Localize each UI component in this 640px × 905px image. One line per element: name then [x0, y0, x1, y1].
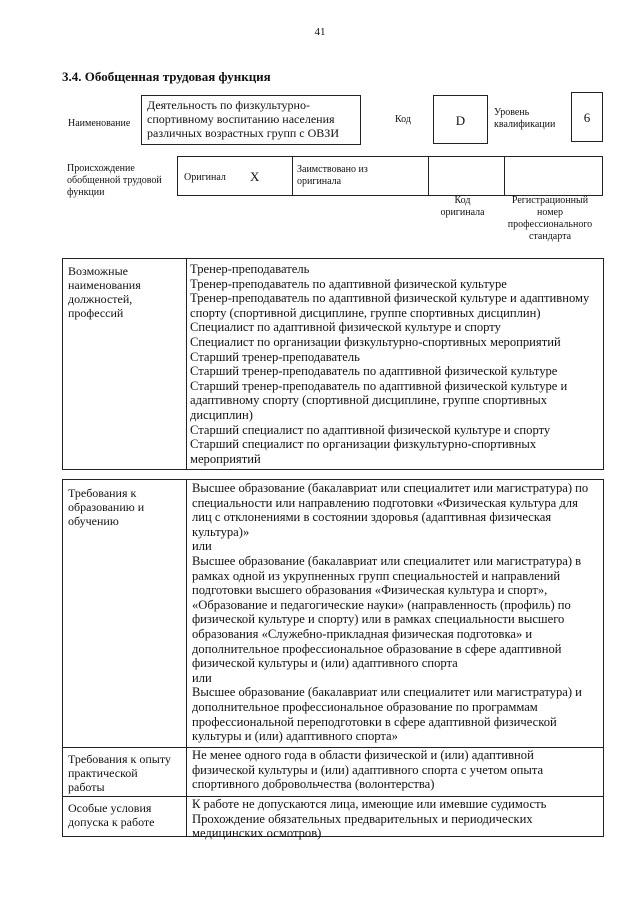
text-line: рамках одной из укрупненных групп специальностей и направлений	[192, 568, 561, 583]
origin-label-line: Происхождение	[67, 163, 135, 174]
text-line: Старший тренер-преподаватель	[190, 349, 360, 364]
education-label	[68, 486, 144, 528]
education-list	[192, 481, 602, 744]
text-line: или	[192, 539, 212, 554]
text-line: Старший тренер-преподаватель по адаптивной физической культуре и	[190, 378, 568, 393]
text-line: Не менее одного года в области физической и (или) адаптивной	[192, 748, 534, 762]
code-origin-line: оригинала	[440, 207, 485, 218]
text-line: Старший специалист по адаптивной физической культуре и спорту	[190, 422, 551, 437]
experience-label-line: Требования к опыту	[68, 752, 171, 766]
positions-label	[68, 264, 141, 320]
text-line: дополнительное профессиональное образование в сфере адаптивной	[192, 641, 562, 656]
text-line: Высшее образование (бакалавриат или специалитет или магистратура) и	[192, 685, 582, 700]
level-value: 6	[571, 92, 603, 142]
experience-label-line: работы	[68, 780, 105, 794]
name-value-line: Деятельность по физкультурно-	[147, 98, 310, 112]
positions-list	[190, 262, 600, 466]
original-mark: X	[250, 169, 260, 184]
reg-number-line: стандарта	[528, 231, 572, 242]
education-label-line: образованию и	[68, 500, 145, 514]
borrowed-label-line: оригинала	[297, 176, 342, 187]
origin-label-line: обобщенной трудовой	[67, 175, 162, 186]
text-line: или	[192, 670, 212, 685]
text-line: образования «Служебно-прикладная физическая подготовка» и	[192, 626, 533, 641]
conditions-label-line: Особые условия	[68, 801, 152, 815]
text-line: К работе не допускаются лица, имеющие или имевшие судимость	[192, 797, 547, 811]
text-line: подготовки высшего образования «Физическая культура и спорт»,	[192, 583, 548, 598]
education-label-line: обучению	[68, 514, 119, 528]
original-label: Оригинал	[184, 172, 226, 183]
name-value-line: спортивному воспитанию населения	[147, 112, 335, 126]
origin-table	[177, 156, 603, 196]
text-line: спортивного добровольчества (волонтерства)	[192, 777, 435, 792]
text-line: профессиональной переподготовки в сфере адаптивной физической	[192, 714, 557, 729]
text-line: культуры и (или) адаптивного спорта»	[192, 729, 398, 744]
origin-label-line: функции	[67, 187, 105, 198]
text-line: Старший специалист по организации физкультурно-спортивных	[190, 437, 537, 452]
conditions-list	[192, 797, 602, 841]
text-line: Высшее образование (бакалавриат или специалитет или магистратура) по	[192, 481, 589, 495]
conditions-label-line: допуска к работе	[68, 815, 155, 829]
code-value: D	[433, 95, 488, 144]
text-line: медицинских осмотров)	[192, 826, 322, 841]
positions-label-line: наименования	[68, 278, 141, 292]
name-value-box	[141, 95, 361, 145]
positions-label-line: Возможные	[68, 264, 128, 278]
text-line: культура)»	[192, 524, 250, 539]
borrowed-label	[297, 164, 368, 188]
positions-label-line: профессий	[68, 306, 124, 320]
level-label-line: квалификации	[494, 119, 556, 130]
reg-number-line: профессионального	[507, 219, 593, 230]
text-line: физической культуры и (или) адаптивного спорта	[192, 656, 458, 671]
experience-list	[192, 748, 602, 792]
section-title: 3.4. Обобщенная трудовая функция	[62, 69, 271, 84]
text-line: Специалист по организации физкультурно-спортивных мероприятий	[190, 334, 561, 349]
text-line: Высшее образование (бакалавриат или специалитет или магистратура) в	[192, 553, 582, 568]
code-origin-line: Код	[454, 195, 471, 206]
level-label	[494, 107, 555, 131]
text-line: дисциплин)	[190, 407, 253, 422]
positions-label-line: должностей,	[68, 292, 133, 306]
text-line: дополнительное профессиональное образование по программам	[192, 699, 538, 714]
level-label-line: Уровень	[494, 107, 530, 118]
borrowed-label-line: Заимствовано из	[297, 164, 368, 175]
text-line: Прохождение обязательных предварительных и периодических	[192, 811, 533, 826]
text-line: Тренер-преподаватель по адаптивной физической культуре и адаптивному	[190, 291, 590, 306]
page-number: 41	[314, 26, 326, 38]
reg-number-line: Регистрационный	[511, 195, 589, 206]
text-line: Специалист по адаптивной физической культуре и спорту	[190, 320, 501, 335]
text-line: лиц с отклонениями в состоянии здоровья (адаптивная физическая	[192, 510, 552, 525]
origin-label	[67, 163, 162, 199]
text-line: адаптивному спорту (спортивной дисциплине, группе спортивных	[190, 393, 548, 408]
reg-number-label	[500, 195, 600, 243]
education-label-line: Требования к	[68, 486, 137, 500]
experience-label	[68, 752, 171, 794]
text-line: «Образование и педагогические науки» (направленность (профиль) по	[192, 597, 571, 612]
code-origin-label	[430, 195, 495, 219]
text-line: Старший тренер-преподаватель по адаптивной физической культуре	[190, 364, 558, 379]
experience-label-line: практической	[68, 766, 138, 780]
code-label: Код	[395, 114, 411, 125]
text-line: Тренер-преподаватель	[190, 262, 310, 276]
text-line: специальности или направлению подготовки «Физическая культура для	[192, 495, 578, 510]
text-line: физической культуре и спорту) или в рамках специальности высшего	[192, 612, 565, 627]
name-label: Наименование	[68, 118, 131, 129]
text-line: мероприятий	[190, 451, 261, 466]
conditions-label	[68, 801, 155, 829]
text-line: Тренер-преподаватель по адаптивной физической культуре	[190, 276, 507, 291]
text-line: спорту (спортивной дисциплине, группе спортивных дисциплин)	[190, 305, 541, 320]
text-line: физической культуры и (или) адаптивного спорта с учетом опыта	[192, 762, 544, 777]
reg-number-line: номер	[537, 207, 563, 218]
name-value-line: различных возрастных групп с ОВЗИ	[147, 126, 339, 140]
